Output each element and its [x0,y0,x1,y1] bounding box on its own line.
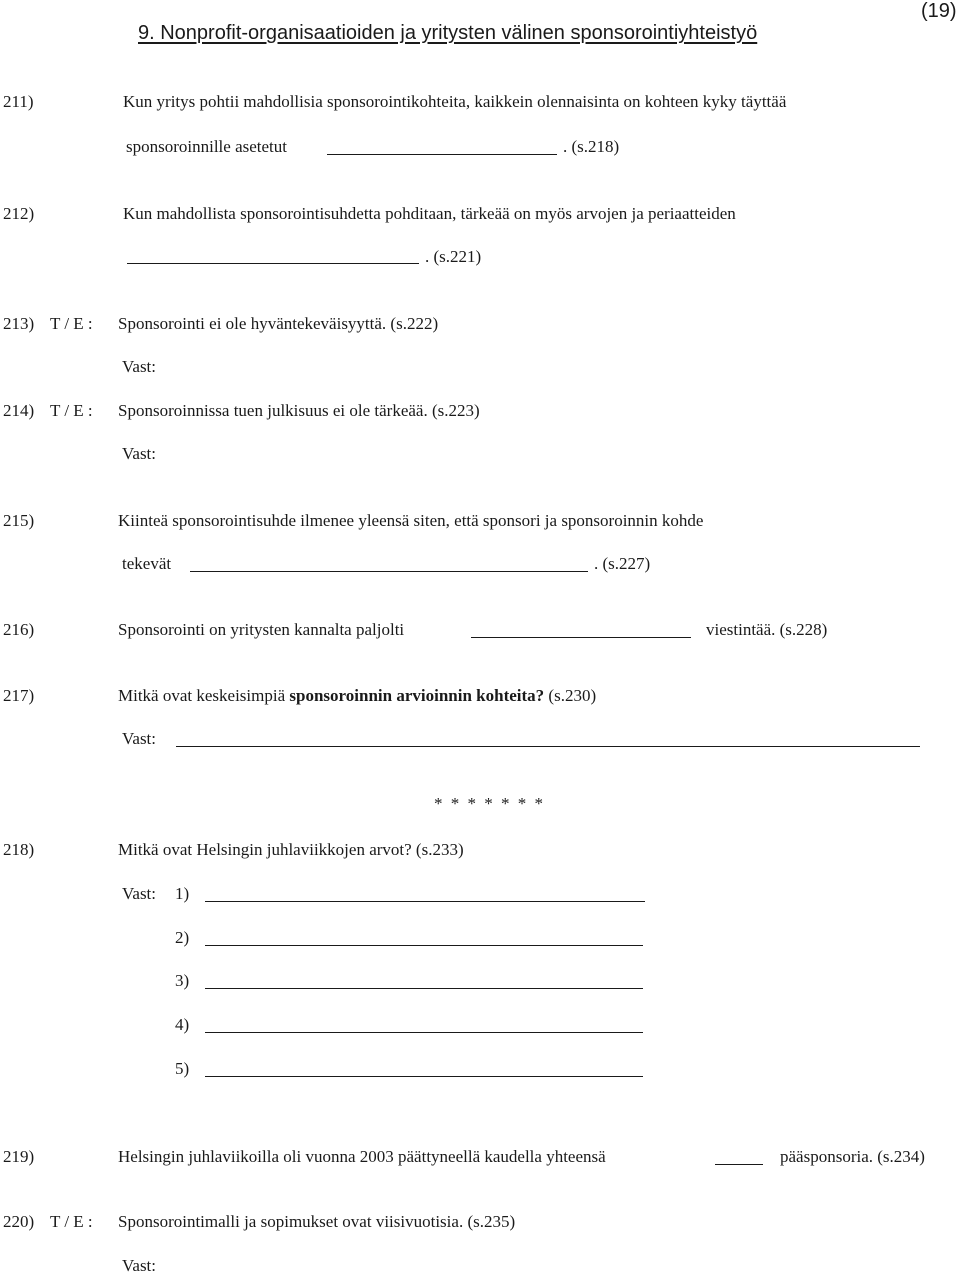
question-215-ref: . (s.227) [594,554,651,573]
question-216-text: Sponsorointi on yritysten kannalta paljolti [118,620,405,639]
question-217-text-bold: sponsoroinnin arvioinnin kohteita? [289,686,545,705]
question-number-217: 217) [3,686,35,705]
true-false-marker-220: T / E : [50,1212,93,1231]
question-number-213: 213) [3,314,35,333]
page-number: (19) [921,0,957,22]
answer-blank-219[interactable] [715,1164,763,1165]
question-217-text-before: Mitkä ovat keskeisimpiä [118,686,286,705]
question-219-text-after: pääsponsoria. (s.234) [780,1147,925,1166]
question-211-ref: . (s.218) [563,137,620,156]
question-211-text: Kun yritys pohtii mahdollisia sponsorointikohteita, kaikkein olennaisinta on kohteen kyky täyttää [123,92,787,111]
answer-blank-212[interactable] [127,263,419,264]
question-217-text [118,686,596,706]
answer-item-number: 1) [175,884,190,903]
question-number-214: 214) [3,401,35,420]
question-220-text: Sponsorointimalli ja sopimukset ovat viisivuotisia. (s.235) [118,1212,516,1231]
answer-blank-217[interactable] [176,746,920,747]
question-213-text: Sponsorointi ei ole hyväntekeväisyyttä. (s.222) [118,314,439,333]
answer-blank-218-3[interactable] [205,988,643,989]
answer-blank-218-5[interactable] [205,1076,643,1077]
answer-blank-215[interactable] [190,571,588,572]
question-number-218: 218) [3,840,35,859]
answer-blank-218-1[interactable] [205,901,645,902]
answer-item-number: 3) [175,971,190,990]
question-216-text-after: viestintää. (s.228) [706,620,828,639]
question-215-text-line2: tekevät [122,554,172,573]
answer-item-number: 4) [175,1015,190,1034]
question-212-ref: . (s.221) [425,247,482,266]
answer-blank-218-2[interactable] [205,945,643,946]
question-214-text: Sponsoroinnissa tuen julkisuus ei ole tärkeää. (s.223) [118,401,480,420]
question-number-212: 212) [3,204,35,223]
answer-item-number: 5) [175,1059,190,1078]
answer-item-number: 2) [175,928,190,947]
answer-label-218: Vast: [122,884,156,903]
question-number-216: 216) [3,620,35,639]
section-title: 9. Nonprofit-organisaatioiden ja yritysten välinen sponsorointiyhteistyö [138,22,758,44]
section-separator: * * * * * * * [434,794,545,813]
question-211-text-line2: sponsoroinnille asetetut [126,137,288,156]
true-false-marker-213: T / E : [50,314,93,333]
question-219-text: Helsingin juhlaviikoilla oli vuonna 2003 päättyneellä kaudella yhteensä [118,1147,606,1166]
answer-label-217: Vast: [122,729,156,748]
true-false-marker-214: T / E : [50,401,93,420]
question-217-ref: (s.230) [548,686,597,705]
question-215-text: Kiinteä sponsorointisuhde ilmenee yleensä siten, että sponsori ja sponsoroinnin kohde [118,511,704,530]
question-212-text: Kun mahdollista sponsorointisuhdetta pohditaan, tärkeää on myös arvojen ja periaatteiden [123,204,736,223]
question-number-220: 220) [3,1212,35,1231]
question-number-211: 211) [3,92,34,111]
answer-label-220: Vast: [122,1256,156,1275]
question-number-219: 219) [3,1147,35,1166]
answer-label-214: Vast: [122,444,156,463]
answer-blank-211[interactable] [327,154,557,155]
answer-label-213: Vast: [122,357,156,376]
answer-blank-216[interactable] [471,637,691,638]
question-218-text: Mitkä ovat Helsingin juhlaviikkojen arvot? (s.233) [118,840,464,859]
question-number-215: 215) [3,511,35,530]
answer-blank-218-4[interactable] [205,1032,643,1033]
